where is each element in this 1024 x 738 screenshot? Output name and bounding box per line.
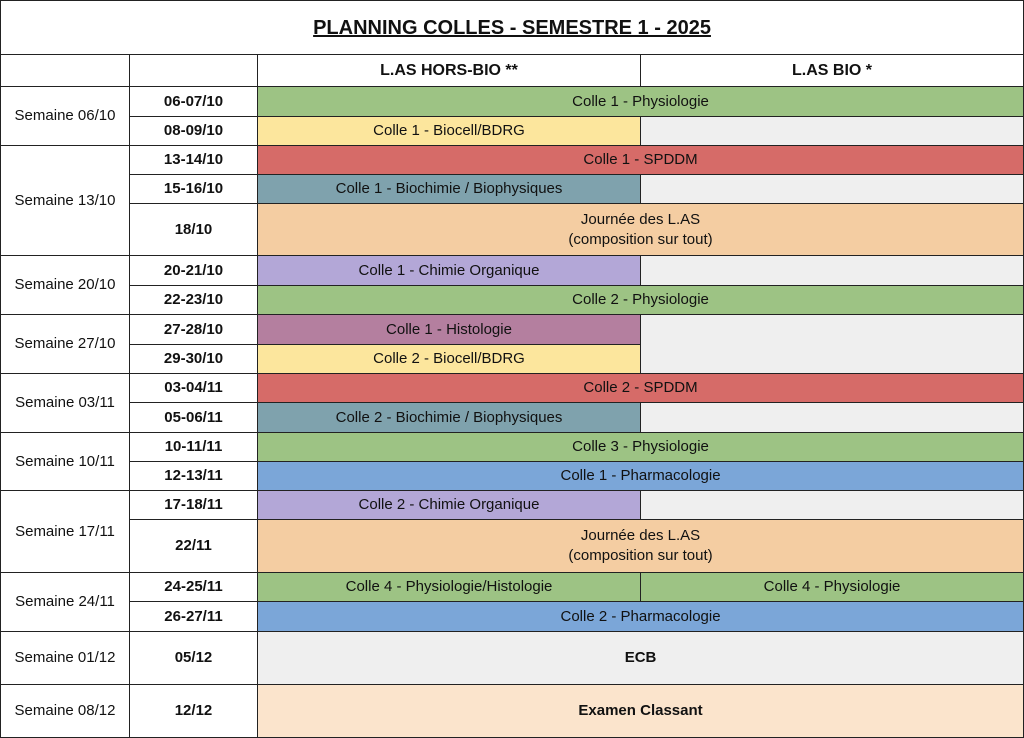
date-cell: 18/10 (130, 204, 258, 256)
cell-subtext: (composition sur tout) (568, 547, 713, 564)
colle-cell (258, 462, 1024, 491)
colle-cell (258, 117, 641, 146)
date-cell: 26-27/11 (130, 602, 258, 632)
empty-cell (641, 256, 1024, 286)
cell-text: Colle 2 - Pharmacologie (560, 607, 721, 625)
cell-text: Colle 2 - Chimie Organique (358, 496, 540, 513)
colle-cell (258, 175, 641, 204)
table-row (1, 117, 1024, 146)
header-week (1, 55, 130, 87)
week-label: Semaine 13/10 (1, 146, 130, 256)
week-label: Semaine 10/11 (1, 433, 130, 491)
date-cell: 22/11 (130, 520, 258, 573)
week-label: Semaine 17/11 (1, 491, 130, 573)
cell-text: Colle 1 - Pharmacologie (560, 467, 721, 484)
colle-cell (258, 573, 641, 602)
cell-text: Colle 1 - Physiologie (572, 92, 709, 110)
cell-text: Colle 2 - Physiologie (572, 291, 709, 308)
header-bio: L.AS BIO * (641, 55, 1024, 87)
week-label: Semaine 03/11 (1, 374, 130, 433)
date-cell: 12/12 (130, 685, 258, 738)
colle-cell (258, 403, 641, 433)
colle-cell (258, 491, 641, 520)
date-cell: 20-21/10 (130, 256, 258, 286)
week-label: Semaine 06/10 (1, 87, 130, 146)
table-row (1, 315, 1024, 345)
empty-cell (641, 175, 1024, 204)
table-row (1, 433, 1024, 462)
cell-text: Colle 1 - SPDDM (583, 151, 698, 168)
week-label: Semaine 01/12 (1, 632, 130, 685)
table-row (1, 462, 1024, 491)
cell-text: Colle 2 - Biocell/BDRG (373, 350, 525, 367)
cell-text: Colle 4 - Physiologie/Histologie (345, 578, 553, 595)
date-cell: 27-28/10 (130, 315, 258, 345)
table-row (1, 374, 1024, 403)
table-row (1, 520, 1024, 573)
week-label: Semaine 27/10 (1, 315, 130, 374)
cell-text: Colle 1 - Biocell/BDRG (373, 122, 525, 139)
cell-text: Colle 2 - SPDDM (583, 379, 698, 396)
table-row (1, 286, 1024, 315)
date-cell: 22-23/10 (130, 286, 258, 315)
colle-cell (258, 286, 1024, 315)
colle-cell (258, 433, 1024, 462)
table-row (1, 146, 1024, 175)
date-cell: 10-11/11 (130, 433, 258, 462)
week-label: Semaine 20/10 (1, 256, 130, 315)
cell-subtext: (composition sur tout) (568, 230, 713, 248)
header-hors-bio: L.AS HORS-BIO ** (258, 55, 641, 87)
empty-cell (641, 315, 1024, 374)
colle-cell (258, 345, 641, 374)
header-date (130, 55, 258, 87)
week-label: Semaine 08/12 (1, 685, 130, 738)
cell-text: Colle 1 - Histologie (386, 320, 512, 338)
table-row (1, 87, 1024, 117)
cell-text: Journée des L.AS (580, 527, 701, 544)
date-cell: 29-30/10 (130, 345, 258, 374)
cell-text: Colle 1 - Biochimie / Biophysiques (335, 180, 563, 197)
colle-cell (258, 685, 1024, 738)
table-row (1, 403, 1024, 433)
colle-cell (258, 146, 1024, 175)
date-cell: 05/12 (130, 632, 258, 685)
empty-cell (641, 403, 1024, 433)
cell-text: ECB (624, 649, 657, 666)
colle-cell (258, 520, 1024, 573)
empty-cell (641, 117, 1024, 146)
cell-text: Colle 2 - Biochimie / Biophysiques (335, 408, 563, 426)
date-cell: 15-16/10 (130, 175, 258, 204)
cell-text: Examen Classant (578, 702, 703, 719)
table-row (1, 632, 1024, 685)
header-row (1, 55, 1024, 87)
table-row (1, 573, 1024, 602)
date-cell: 03-04/11 (130, 374, 258, 403)
table-row (1, 204, 1024, 256)
page-title: PLANNING COLLES - SEMESTRE 1 - 2025 (1, 1, 1024, 55)
table-row (1, 256, 1024, 286)
colle-cell (258, 602, 1024, 632)
title-row (1, 1, 1024, 55)
cell-text: Journée des L.AS (580, 210, 701, 228)
date-cell: 05-06/11 (130, 403, 258, 433)
date-cell: 13-14/10 (130, 146, 258, 175)
colle-cell (258, 204, 1024, 256)
date-cell: 06-07/10 (130, 87, 258, 117)
colle-cell (258, 374, 1024, 403)
cell-text: Colle 1 - Chimie Organique (358, 261, 540, 279)
date-cell: 24-25/11 (130, 573, 258, 602)
table-row (1, 602, 1024, 632)
table-row (1, 685, 1024, 738)
date-cell: 08-09/10 (130, 117, 258, 146)
table-row (1, 491, 1024, 520)
table-row (1, 175, 1024, 204)
date-cell: 12-13/11 (130, 462, 258, 491)
cell-text: Colle 3 - Physiologie (572, 438, 709, 455)
colle-cell (258, 87, 1024, 117)
empty-cell (641, 491, 1024, 520)
colle-cell (258, 315, 641, 345)
week-label: Semaine 24/11 (1, 573, 130, 632)
cell-text: Colle 4 - Physiologie (763, 578, 901, 595)
colle-cell (258, 256, 641, 286)
date-cell: 17-18/11 (130, 491, 258, 520)
colle-cell (641, 573, 1024, 602)
colle-cell (258, 632, 1024, 685)
